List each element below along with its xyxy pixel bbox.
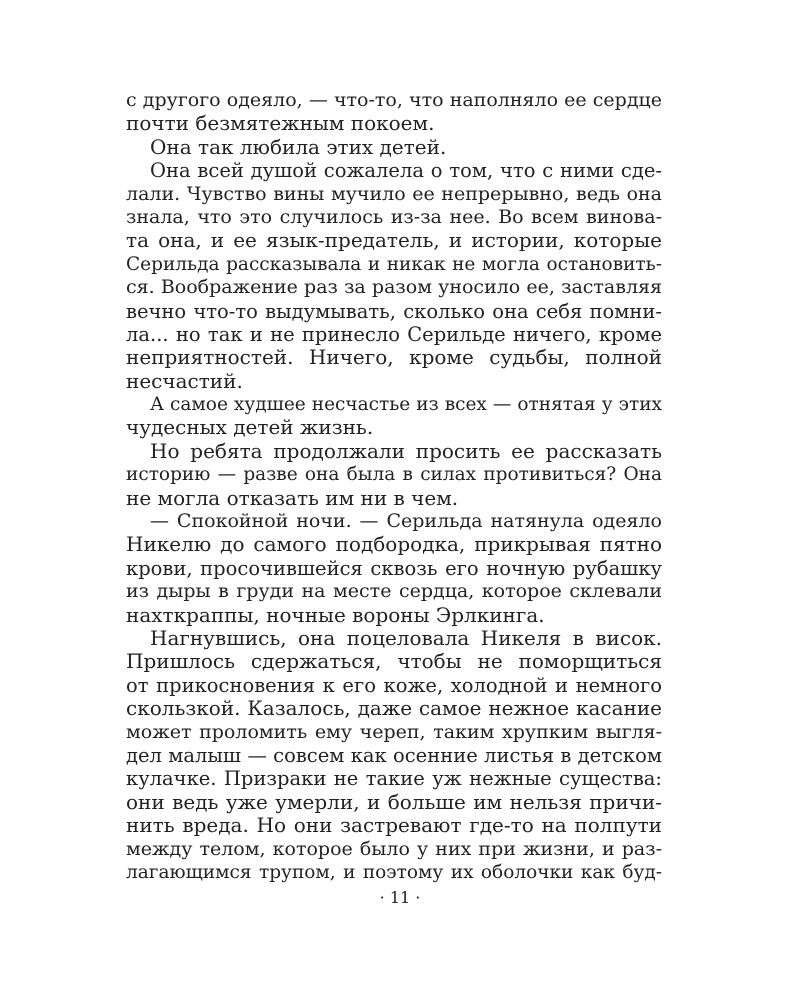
text-line: скользкой. Казалось, даже самое нежное касание [126,696,662,721]
page-number: · 11 · [379,888,421,907]
text-line: Она всей душой сожалела о том, что с ними сде- [150,159,662,183]
text-line: Никелю до самого подбородка, прикрывая пятно [126,532,662,557]
text-line: нить вреда. Но они застревают где-то на полпути [126,813,662,838]
text-line: крови, просочившейся сквозь его ночную рубашку [126,556,662,580]
text-line: историю — разве она была в силах противиться? Она [126,464,662,486]
text-line: не могла отказать им ни в чем. [126,485,459,510]
text-line: может проломить ему череп, таким хрупким выгля- [126,720,662,743]
text-line: с другого одеяло, — что-то, что наполняло ее сердце [126,89,662,111]
text-line: нахткраппы, ночные вороны Эрлкинга. [126,602,545,627]
text-line: лали. Чувство вины мучило ее непрерывно, ведь она [126,182,662,205]
text-line: Но ребята продолжали просить ее рассказать [150,438,662,463]
text-line: лагающимся трупом, и поэтому их оболочки как буд- [126,861,662,883]
text-line: дел малыш — совсем как осенние листья в детском [126,743,662,767]
text-line: Нагнувшись, она поцеловала Никеля в висок. [150,625,662,650]
text-line: неприятностей. Ничего, кроме судьбы, полной [126,345,662,370]
text-line: ла... но так и не принесло Серильде ничего, кроме [126,322,662,346]
text-line: знала, что это случилось из-за нее. Во всем винова- [126,205,662,228]
text-line: несчастий. [126,368,243,393]
text-line: чудесных детей жизнь. [126,415,374,440]
text-line: Пришлось сдержаться, чтобы не поморщиться [126,649,662,674]
text-line: почти безмятежным покоем. [126,111,435,136]
text-line: та она, и ее язык-предатель, и истории, которые [126,228,662,253]
text-line: от прикосновения к его коже, холодной и немного [126,673,662,697]
text-line: ся. Воображение раз за разом уносило ее, заставляя [126,276,662,299]
text-line: вечно что-то выдумывать, сколько она себя помни- [126,299,662,323]
body-text [126,89,662,884]
text-line: кулачке. Призраки не такие уж нежные существа: [126,767,662,791]
text-line: между телом, которое было у них при жизни, и раз- [126,837,662,860]
text-line: — Спокойной ночи. — Серильда натянула одеяло [150,510,662,533]
text-line: Серильда рассказывала и никак не могла остановить- [126,253,662,275]
text-line: из дыры в груди на месте сердца, которое склевали [126,580,662,603]
text-line: они ведь уже умерли, и больше им нельзя причи- [126,789,662,814]
text-line: Она так любила этих детей. [150,134,447,159]
text-line: А самое худшее несчастье из всех — отнятая у этих [150,394,662,416]
